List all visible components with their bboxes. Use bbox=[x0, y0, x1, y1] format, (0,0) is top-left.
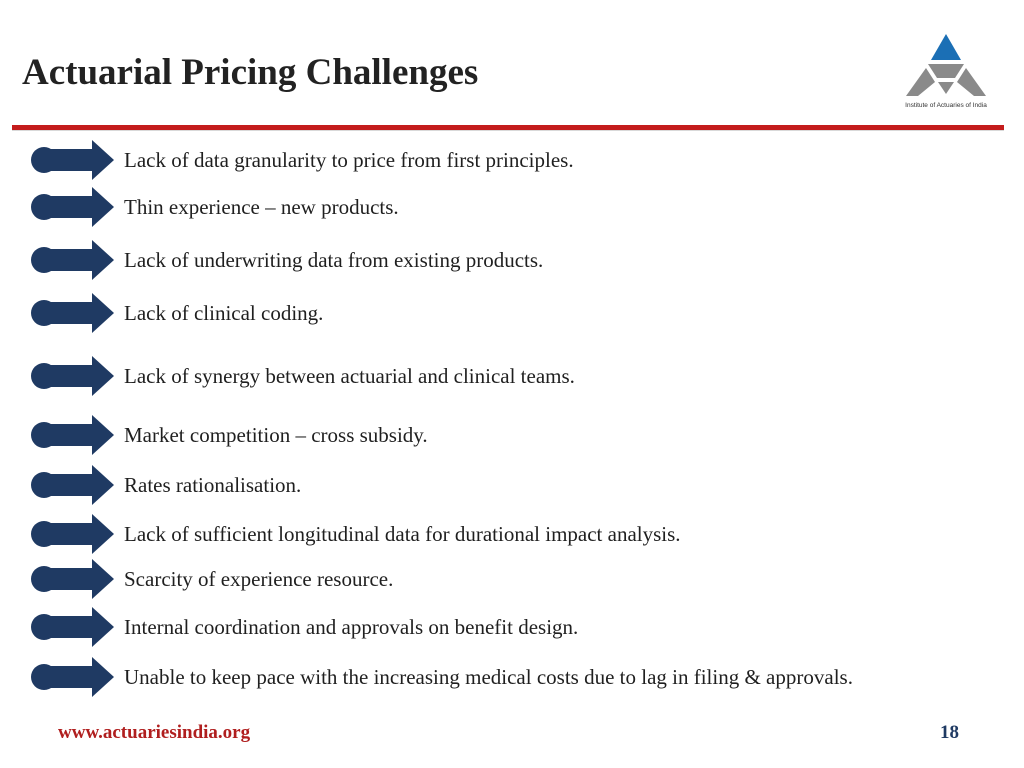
bullet-text: Lack of clinical coding. bbox=[124, 301, 324, 325]
logo-caption: Institute of Actuaries of India bbox=[905, 102, 987, 109]
arrow-icon bbox=[30, 465, 114, 505]
bullet-text: Lack of synergy between actuarial and clinical teams. bbox=[124, 364, 575, 388]
bullet-text: Lack of underwriting data from existing products. bbox=[124, 248, 544, 272]
institute-logo bbox=[896, 32, 996, 112]
footer-website: www.actuariesindia.org bbox=[58, 722, 251, 743]
arrow-icon bbox=[30, 240, 114, 280]
arrow-icon bbox=[30, 514, 114, 554]
arrow-icon bbox=[30, 607, 114, 647]
arrow-icon bbox=[30, 415, 114, 455]
title-divider-shadow bbox=[12, 130, 1004, 131]
bullet-text: Internal coordination and approvals on benefit design. bbox=[124, 615, 579, 639]
arrow-icon bbox=[30, 657, 114, 697]
bullet-text: Thin experience – new products. bbox=[124, 195, 399, 219]
arrow-icon bbox=[30, 140, 114, 180]
bullet-text: Unable to keep pace with the increasing medical costs due to lag in filing & approvals. bbox=[124, 665, 853, 689]
bullet-text: Lack of sufficient longitudinal data for durational impact analysis. bbox=[124, 522, 681, 546]
bullet-text: Market competition – cross subsidy. bbox=[124, 423, 428, 447]
arrow-icon bbox=[30, 356, 114, 396]
arrow-icon bbox=[30, 293, 114, 333]
bullet-text: Scarcity of experience resource. bbox=[124, 567, 394, 591]
page-number: 18 bbox=[940, 722, 959, 743]
bullet-text: Rates rationalisation. bbox=[124, 473, 302, 497]
slide-title: Actuarial Pricing Challenges bbox=[22, 52, 479, 93]
bullet-text: Lack of data granularity to price from first principles. bbox=[124, 148, 574, 172]
arrow-icon bbox=[30, 559, 114, 599]
triangle-logo-icon bbox=[900, 32, 992, 100]
arrow-icon bbox=[30, 187, 114, 227]
